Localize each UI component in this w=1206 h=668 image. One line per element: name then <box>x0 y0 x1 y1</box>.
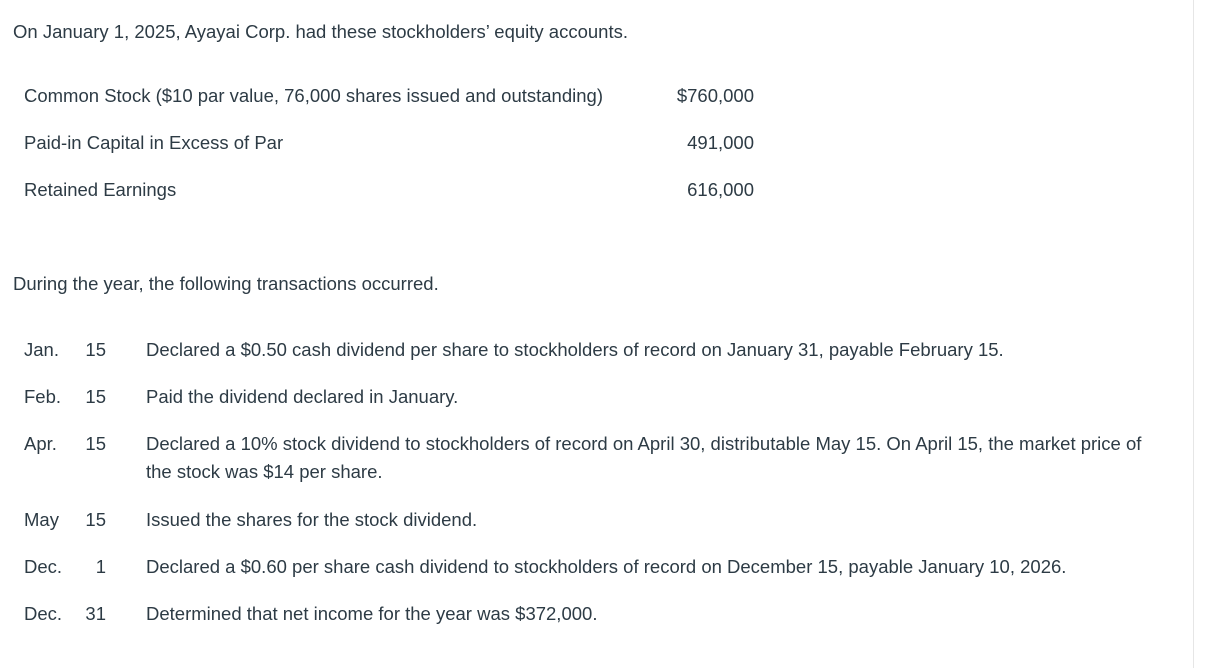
transaction-month: Feb. <box>24 386 62 407</box>
transaction-text: Paid the dividend declared in January. <box>146 386 459 407</box>
list-item <box>24 383 1154 411</box>
account-label: Common Stock ($10 par value, 76,000 shares issued and outstanding) <box>24 85 603 106</box>
transaction-day: 15 <box>85 509 106 530</box>
transaction-month: Apr. <box>24 433 57 454</box>
account-amount: 491,000 <box>687 132 754 153</box>
intro-text: On January 1, 2025, Ayayai Corp. had these stockholders’ equity accounts. <box>13 21 628 42</box>
transactions-intro: During the year, the following transactions occurred. <box>13 273 439 294</box>
list-item <box>24 336 1154 364</box>
transaction-month: May <box>24 509 59 530</box>
equity-accounts-table <box>24 84 754 225</box>
list-item <box>24 506 1154 534</box>
transaction-day: 15 <box>85 386 106 407</box>
transaction-text: Declared a $0.50 cash dividend per share to stockholders of record on January 31, payable February 15. <box>146 339 1004 360</box>
transaction-text: Declared a 10% stock dividend to stockholders of record on April 30, distributable May 15. On April 15, the market price of the stock was $14 per share. <box>146 433 1142 482</box>
transaction-month: Jan. <box>24 339 59 360</box>
transaction-text: Issued the shares for the stock dividend. <box>146 509 478 530</box>
list-item <box>24 600 1154 628</box>
transaction-day: 15 <box>85 433 106 454</box>
account-amount: 616,000 <box>687 179 754 200</box>
table-row <box>24 131 754 178</box>
transaction-month: Dec. <box>24 556 63 577</box>
transaction-day: 15 <box>85 339 106 360</box>
list-item <box>24 553 1154 581</box>
transaction-text: Declared a $0.60 per share cash dividend to stockholders of record on December 15, payable January 10, 2026. <box>146 556 1067 577</box>
transaction-day: 1 <box>95 556 106 577</box>
table-row <box>24 84 754 131</box>
account-label: Paid-in Capital in Excess of Par <box>24 132 284 153</box>
table-row <box>24 178 754 225</box>
account-amount: $760,000 <box>676 85 754 106</box>
transaction-month: Dec. <box>24 603 63 624</box>
scrollbar-track[interactable] <box>1193 0 1206 668</box>
account-label: Retained Earnings <box>24 179 177 200</box>
transaction-text: Determined that net income for the year was $372,000. <box>146 603 598 624</box>
list-item <box>24 430 1154 486</box>
transaction-day: 31 <box>85 603 106 624</box>
